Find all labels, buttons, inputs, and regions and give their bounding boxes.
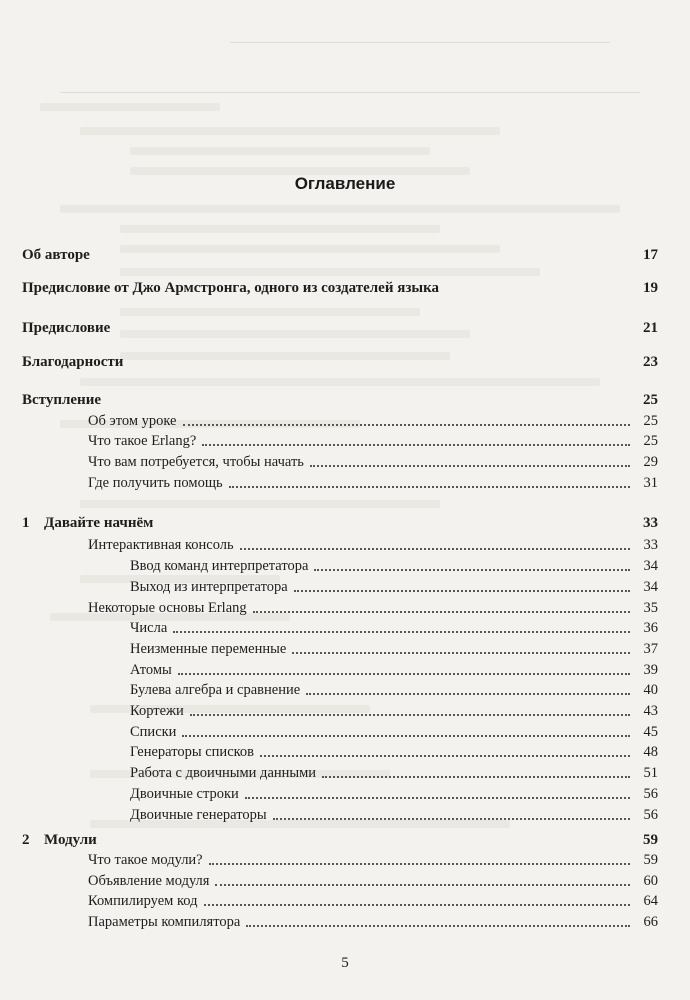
- toc-entry-label: [88, 598, 247, 618]
- toc-page-number: 29: [643, 454, 658, 470]
- dot-leader: [294, 590, 630, 592]
- toc-section[interactable]: [0, 318, 658, 338]
- toc-entry-text: Списки: [130, 724, 177, 740]
- toc-entry-label: [88, 535, 234, 555]
- toc-entry-text: Модули: [44, 832, 97, 848]
- toc-section[interactable]: [0, 245, 658, 265]
- toc-entry-text: Атомы: [130, 662, 172, 678]
- toc-entry-label: [130, 763, 316, 783]
- toc-entry-text: Предисловие от Джо Армстронга, одного из создателей языка: [22, 280, 439, 296]
- toc-page-number: 66: [643, 914, 658, 930]
- toc-entry-label: [88, 850, 203, 870]
- toc-entry[interactable]: [0, 722, 658, 742]
- toc-entry-label: [130, 639, 286, 659]
- toc-page-number: 21: [643, 320, 658, 336]
- toc-entry[interactable]: [0, 701, 658, 721]
- dot-leader: [173, 631, 630, 633]
- toc-page-number: 34: [643, 579, 658, 595]
- toc-entry[interactable]: [0, 763, 658, 783]
- toc-entry-label: [88, 871, 209, 891]
- toc-entry-text: Двоичные генераторы: [130, 807, 267, 823]
- toc-entry-label: [22, 245, 90, 265]
- toc-page-number: 37: [643, 641, 658, 657]
- toc-entry[interactable]: [0, 431, 658, 451]
- toc-entry-text: Некоторые основы Erlang: [88, 600, 247, 616]
- page-number: 5: [341, 955, 349, 971]
- toc-page-number: 59: [643, 832, 658, 848]
- toc-entry-label: [22, 352, 123, 372]
- toc-entry-label: [130, 618, 167, 638]
- dot-leader: [183, 424, 631, 426]
- toc-page-number: 60: [643, 873, 658, 889]
- toc-entry[interactable]: [0, 742, 658, 762]
- toc-page-number: 36: [643, 620, 658, 636]
- toc-entry-text: Интерактивная консоль: [88, 537, 234, 553]
- toc-entry-text: Благодарности: [22, 354, 124, 370]
- toc-entry-text: Что такое модули?: [88, 852, 203, 868]
- toc-entry-text: Неизменные переменные: [130, 641, 287, 657]
- toc-entry-label: [22, 830, 97, 850]
- dot-leader: [209, 863, 630, 865]
- dot-leader: [229, 486, 630, 488]
- toc-entry-text: Числа: [130, 620, 168, 636]
- dot-leader: [253, 611, 630, 613]
- dot-leader: [310, 465, 630, 467]
- dot-leader: [190, 714, 630, 716]
- dot-leader: [245, 797, 630, 799]
- toc-entry-label: [130, 556, 308, 576]
- toc-section[interactable]: [0, 278, 658, 298]
- dot-leader: [322, 776, 630, 778]
- toc-page-number: 56: [643, 786, 658, 802]
- toc-page-number: 19: [643, 280, 658, 296]
- toc-entry-label: [22, 278, 439, 298]
- dot-leader: [240, 548, 630, 550]
- toc-entry-label: [88, 411, 177, 431]
- toc-entry-label: [130, 805, 267, 825]
- dot-leader: [202, 444, 630, 446]
- toc-entry[interactable]: [0, 535, 658, 555]
- toc-entry[interactable]: [0, 805, 658, 825]
- toc-page-number: 43: [643, 703, 658, 719]
- toc-page-number: 25: [643, 433, 658, 449]
- toc-page-number: 31: [643, 475, 658, 491]
- toc-entry-text: Вступление: [22, 392, 101, 408]
- toc-page-number: 48: [643, 744, 658, 760]
- toc-page-number: 23: [643, 354, 658, 370]
- toc-entry[interactable]: [0, 784, 658, 804]
- toc-entry[interactable]: [0, 411, 658, 431]
- toc-entry-text: Кортежи: [130, 703, 184, 719]
- toc-entry-text: Где получить помощь: [88, 475, 223, 491]
- toc-entry[interactable]: [0, 680, 658, 700]
- toc-section[interactable]: [0, 352, 658, 372]
- toc-page-number: 34: [643, 558, 658, 574]
- toc-entry[interactable]: [0, 473, 658, 493]
- toc-entry-label: [22, 513, 153, 533]
- chapter-number: 2: [22, 832, 30, 848]
- toc-section[interactable]: [0, 390, 658, 410]
- toc-entry[interactable]: [0, 577, 658, 597]
- toc-page-number: 35: [643, 600, 658, 616]
- toc-entry[interactable]: [0, 452, 658, 472]
- toc-page-number: 17: [643, 247, 658, 263]
- toc-entry-label: [130, 701, 184, 721]
- chapter-number: 1: [22, 515, 30, 531]
- toc-entry-text: Параметры компилятора: [88, 914, 241, 930]
- toc-entry-label: [88, 452, 304, 472]
- toc-entry-label: [130, 742, 254, 762]
- toc-entry[interactable]: [0, 850, 658, 870]
- toc-entry[interactable]: [0, 871, 658, 891]
- toc-page-number: 39: [643, 662, 658, 678]
- toc-entry-label: [130, 784, 239, 804]
- dot-leader: [215, 884, 630, 886]
- toc-page-number: 40: [643, 682, 658, 698]
- toc-entry-label: [88, 891, 198, 911]
- page-title: Оглавление: [294, 174, 396, 193]
- toc-page-number: 64: [643, 893, 658, 909]
- toc-page-number: 33: [643, 515, 658, 531]
- toc-entry-text: Предисловие: [22, 320, 111, 336]
- toc-entry-text: Выход из интерпретатора: [130, 579, 288, 595]
- toc-entry[interactable]: [0, 598, 658, 618]
- toc-entry-text: Давайте начнём: [44, 515, 154, 531]
- toc-page-number: 51: [643, 765, 658, 781]
- toc-entry[interactable]: [0, 660, 658, 680]
- toc-entry-label: [130, 722, 176, 742]
- toc-entry-text: Объявление модуля: [88, 873, 210, 889]
- dot-leader: [273, 818, 630, 820]
- toc-entry-label: [88, 431, 196, 451]
- toc-page-number: 45: [643, 724, 658, 740]
- toc-entry-label: [130, 680, 300, 700]
- toc-entry-text: Компилируем код: [88, 893, 198, 909]
- dot-leader: [292, 652, 630, 654]
- toc-section[interactable]: [0, 830, 658, 850]
- toc-entry-label: [130, 577, 288, 597]
- toc-entry-text: Генераторы списков: [130, 744, 255, 760]
- toc-entry-label: [88, 473, 223, 493]
- toc-entry-text: Ввод команд интерпретатора: [130, 558, 309, 574]
- dot-leader: [178, 673, 630, 675]
- dot-leader: [204, 904, 631, 906]
- toc-entry[interactable]: [0, 556, 658, 576]
- dot-leader: [182, 735, 630, 737]
- dot-leader: [260, 755, 630, 757]
- toc-page-number: 25: [643, 413, 658, 429]
- toc-entry-text: Что такое Erlang?: [88, 433, 197, 449]
- toc-entry-label: [130, 660, 172, 680]
- toc-entry-label: [22, 390, 101, 410]
- toc-entry-text: Работа с двоичными данными: [130, 765, 317, 781]
- toc-entry[interactable]: [0, 912, 658, 932]
- toc-entry-label: [22, 318, 110, 338]
- dot-leader: [306, 693, 630, 695]
- dot-leader: [314, 569, 630, 571]
- toc-entry-text: Об этом уроке: [88, 413, 177, 429]
- toc-entry[interactable]: [0, 618, 658, 638]
- toc-entry-text: Об авторе: [22, 247, 90, 263]
- toc-entry-text: Булева алгебра и сравнение: [130, 682, 301, 698]
- toc-page-number: 59: [643, 852, 658, 868]
- toc-page-number: 25: [643, 392, 658, 408]
- toc-entry-label: [88, 912, 240, 932]
- toc-page-number: 56: [643, 807, 658, 823]
- toc-entry-text: Что вам потребуется, чтобы начать: [88, 454, 304, 470]
- toc-section[interactable]: [0, 513, 658, 533]
- toc-page-number: 33: [643, 537, 658, 553]
- dot-leader: [246, 925, 630, 927]
- toc-entry-text: Двоичные строки: [130, 786, 239, 802]
- toc-entry[interactable]: [0, 639, 658, 659]
- toc-entry[interactable]: [0, 891, 658, 911]
